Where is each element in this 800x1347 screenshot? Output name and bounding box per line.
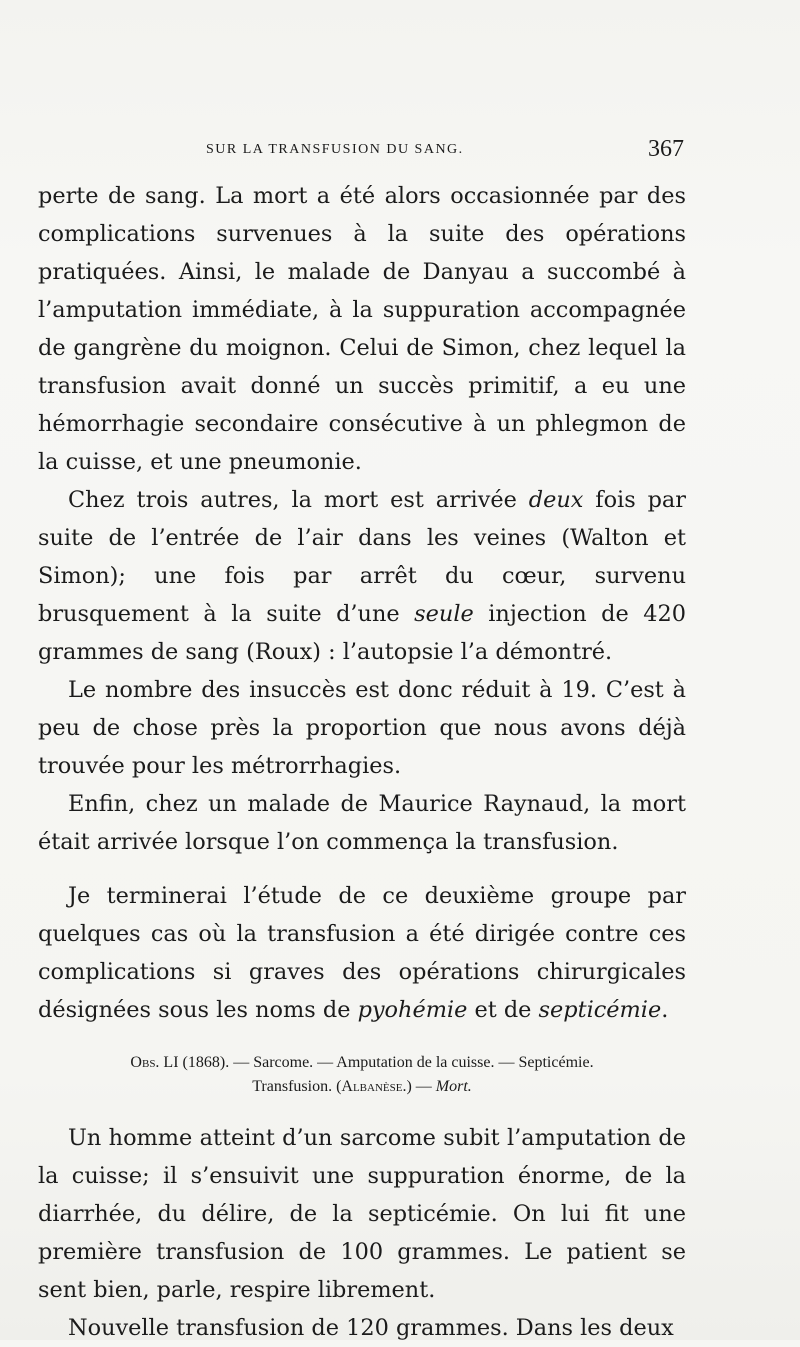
paragraph-1: perte de sang. La mort a été alors occasionnée par des complications survenues à la suite des opérations pratiquées. Ainsi, le malade de Danyau a succombé à l’amputation immédiate, à la suppuration accompagnée de gangrène du moignon. Celui de Simon, chez lequel la transfusion avait donné un succès primitif, a eu une hémorrhagie secondaire consécutive à un phlegmon de la cuisse, et une pneumonie.: [38, 183, 686, 475]
observation-label: Obs. LI: [130, 1054, 179, 1071]
page-header: [38, 136, 684, 166]
observation-caption: Obs. LI (1868). — Sarcome. — Amputation de la cuisse. — Septicémie. Transfusion. (Albanèse.) — Mort.: [130, 1054, 594, 1095]
running-title: SUR LA TRANSFUSION DU SANG.: [206, 142, 464, 157]
paragraph-6: Un homme atteint d’un sarcome subit l’amputation de la cuisse; il s’ensuivit une suppuration énorme, de la diarrhée, du délire, de la septicémie. On lui fit une première transfusion de 100 grammes. Le patient se sent bien, parle, respire librement.: [38, 1125, 686, 1303]
paragraph-5: Je terminerai l’étude de ce deuxième groupe par quelques cas où la transfusion a été dirigée contre ces complications si graves des opérations chirurgicales désignées sous les noms de pyohémie et de septicémie.: [38, 883, 686, 1023]
emphasis-septicemie: septicémie: [538, 997, 662, 1023]
observation-author: Albanèse: [341, 1078, 403, 1095]
paragraph-4: Enfin, chez un malade de Maurice Raynaud, la mort était arrivée lorsque l’on commença la transfusion.: [38, 791, 686, 855]
paragraph-3: Le nombre des insuccès est donc réduit à 19. C’est à peu de chose près la proportion que nous avons déjà trouvée pour les métrorrhagies.: [38, 677, 686, 779]
page-number: 367: [648, 136, 684, 162]
emphasis-pyohemie: pyohémie: [357, 997, 468, 1023]
emphasis-seule: seule: [414, 601, 474, 627]
paragraph-7: Nouvelle transfusion de 120 grammes. Dans les deux: [68, 1315, 674, 1341]
paragraph-2: Chez trois autres, la mort est arrivée deux fois par suite de l’entrée de l’air dans les veines (Walton et Simon); une fois par arrêt du cœur, survenu brusquement à la suite d’une seule injection de 420 grammes de sang (Roux) : l’autopsie l’a démontré.: [38, 487, 686, 665]
observation-outcome: Mort.: [435, 1078, 472, 1095]
body-text: [38, 177, 686, 1347]
emphasis-deux: deux: [528, 487, 584, 513]
